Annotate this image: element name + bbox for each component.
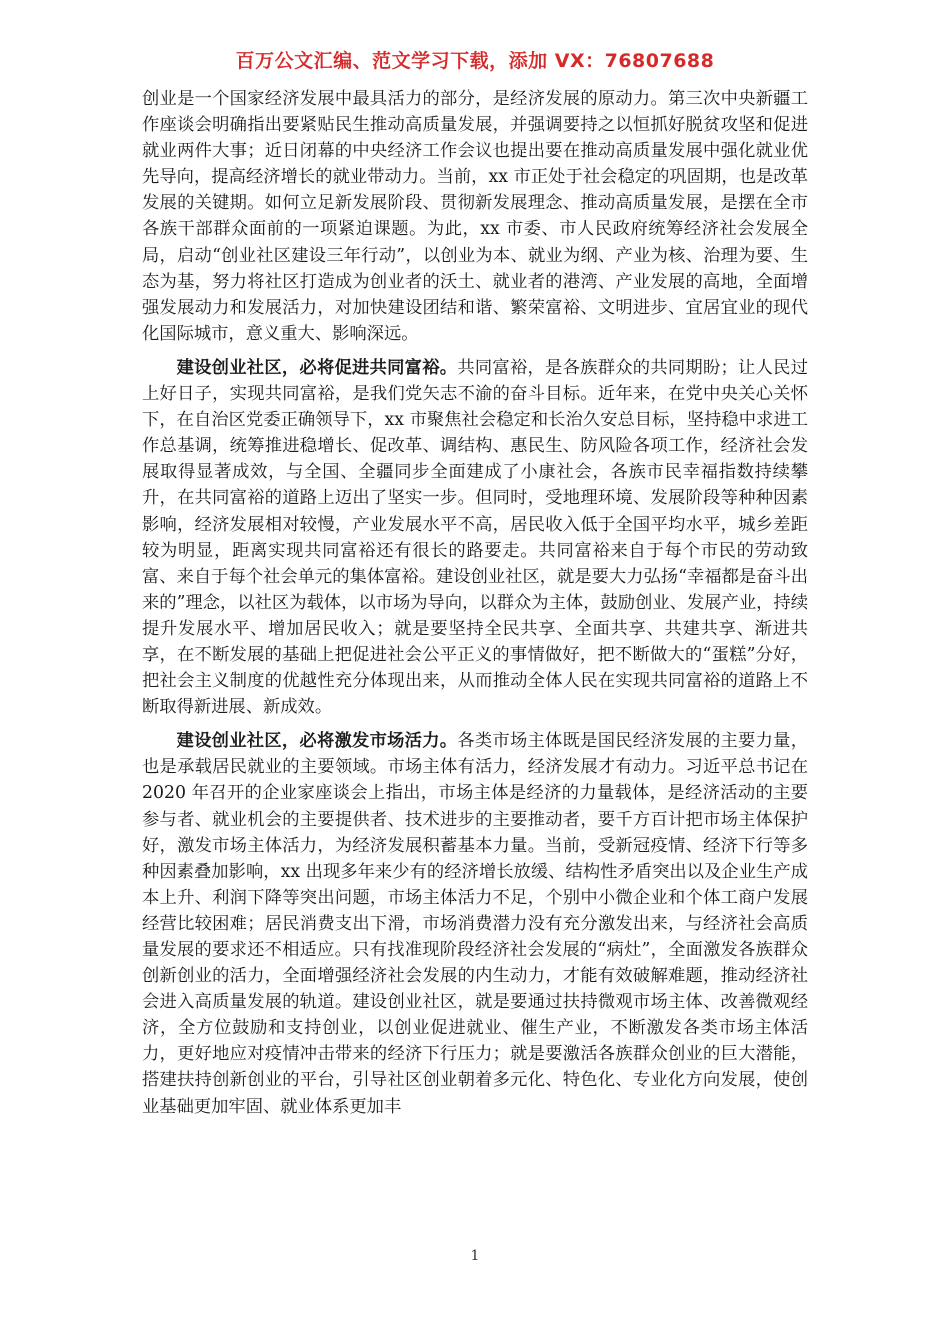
paragraph-lead: 建设创业社区，必将促进共同富裕。: [176, 357, 458, 378]
paragraph-common-prosperity: [142, 355, 808, 720]
paragraph-text: 共同富裕，是各族群众的共同期盼；让人民过上好日子，实现共同富裕，是我们党矢志不渝的奋斗目标。近年来，在党中央关心关怀下，在自治区党委正确领导下，xx 市聚焦社会稳定和长治久安总目标，坚持稳中求进工作总基调，统筹推进稳增长、促改革、调结构、惠民生、防风险各项工作，经济社会发展取得显著成效，与全国、全疆同步全面建成了小康社会，各族市民幸福指数持续攀升，在共同富裕的道路上迈出了坚实一步。但同时，受地理环境、发展阶段等种种因素影响，经济发展相对较慢，产业发展水平不高，居民收入低于全国平均水平，城乡差距较为明显，距离实现共同富裕还有很长的路要走。共同富裕来自于每个市民的劳动致富、来自于每个社会单元的集体富裕。建设创业社区，就是要大力弘扬“幸福都是奋斗出来的”理念，以社区为载体，以市场为导向，以群众为主体，鼓励创业、发展产业，持续提升发展水平、增加居民收入；就是要坚持全民共享、全面共享、共建共享、渐进共享，在不断发展的基础上把促进社会公平正义的事情做好，把不断做大的“蛋糕”分好，把社会主义制度的优越性充分体现出来，从而推动全体人民在实现共同富裕的道路上不断取得新进展、新成效。: [142, 357, 808, 718]
paragraph-text: 各类市场主体既是国民经济发展的主要力量，也是承载居民就业的主要领域。市场主体有活力，经济发展才有动力。习近平总书记在 2020 年召开的企业家座谈会上指出，市场主体是经济的力量载体，是经济活动的主要参与者、就业机会的主要提供者、技术进步的主要推动者，要千方百计把市场主体保护好，激发市场主体活力，为经济发展积蓄基本力量。当前，受新冠疫情、经济下行等多种因素叠加影响，xx 出现多年来少有的经济增长放缓、结构性矛盾突出以及企业生产成本上升、利润下降等突出问题，市场主体活力不足，个别中小微企业和个体工商户发展经营比较困难；居民消费支出下滑，市场消费潜力没有充分激发出来，与经济社会高质量发展的要求还不相适应。只有找准现阶段经济社会发展的“病灶”，全面激发各族群众创新创业的活力，全面增强经济社会发展的内生动力，才能有效破解难题，推动经济社会进入高质量发展的轨道。建设创业社区，就是要通过扶持微观市场主体、改善微观经济，全方位鼓励和支持创业，以创业促进就业、催生产业，不断激发各类市场主体活力，更好地应对疫情冲击带来的经济下行压力；就是要激活各族群众创业的巨大潜能，搭建扶持创新创业的平台，引导社区创业朝着多元化、特色化、专业化方向发展，使创业基础更加牢固、就业体系更加丰: [142, 731, 808, 1117]
paragraph-market-vitality: [142, 728, 808, 1119]
paragraph-intro: [142, 86, 808, 347]
header-text: 百万公文汇编、范文学习下载，添加 VX：76807688: [235, 50, 715, 72]
paragraph-lead: 建设创业社区，必将激发市场活力。: [176, 731, 458, 752]
page-number: 1: [470, 1248, 480, 1264]
header-banner: [0, 46, 950, 73]
document-body: [142, 86, 808, 1120]
paragraph-text: 创业是一个国家经济发展中最具活力的部分，是经济发展的原动力。第三次中央新疆工作座谈会明确指出要紧贴民生推动高质量发展，并强调要持之以恒抓好脱贫攻坚和促进就业两件大事；近日闭幕的中央经济工作会议也提出要在推动高质量发展中强化就业优先导向，提高经济增长的就业带动力。当前，xx 市正处于社会稳定的巩固期，也是改革发展的关键期。如何立足新发展阶段、贯彻新发展理念、推动高质量发展，是摆在全市各族干部群众面前的一项紧迫课题。为此，xx 市委、市人民政府统筹经济社会发展全局，启动“创业社区建设三年行动”，以创业为本、就业为纲、产业为核、治理为要、生态为基，努力将社区打造成为创业者的沃土、就业者的港湾、产业发展的高地，全面增强发展动力和发展活力，对加快建设团结和谐、繁荣富裕、文明进步、宜居宜业的现代化国际城市，意义重大、影响深远。: [142, 89, 808, 344]
